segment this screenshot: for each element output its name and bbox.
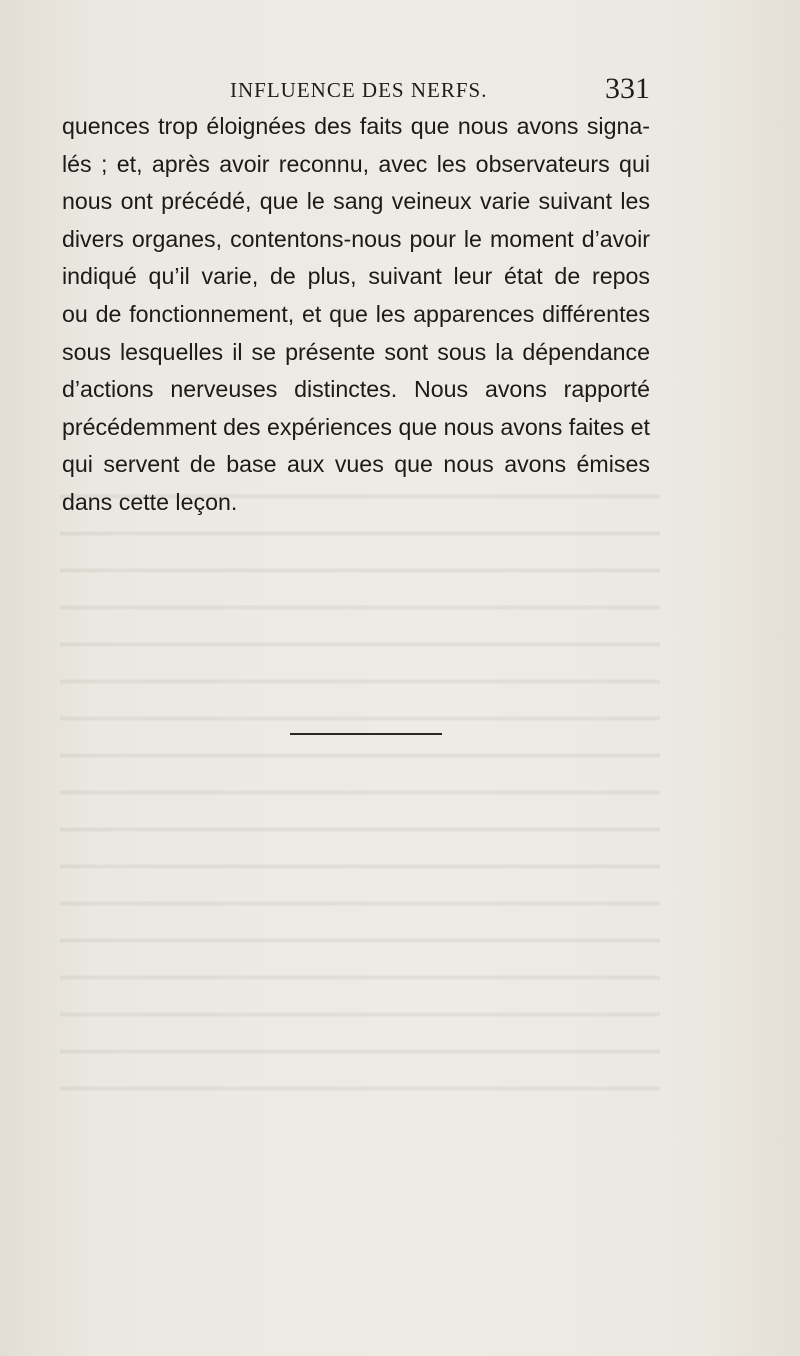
text-line: indiqué qu’il varie, de plus, suivant leur état de repos <box>62 263 650 290</box>
text-line: quences trop éloignées des faits que nous avons signa- <box>62 113 650 139</box>
bleed-through-texture <box>60 470 660 1110</box>
page-number: 331 <box>605 72 650 105</box>
body-paragraph <box>62 108 650 522</box>
text-line: d’actions nerveuses distinctes. Nous avons rapporté <box>62 376 650 403</box>
page-header <box>62 72 654 112</box>
text-line: lés ; et, après avoir reconnu, avec les observateurs qui <box>62 150 650 177</box>
running-title: INFLUENCE DES NERFS. <box>230 78 488 102</box>
text-line: dans cette leçon. <box>62 488 238 515</box>
text-line: divers organes, contentons-nous pour le moment d’avoir <box>62 225 650 252</box>
text-line: nous ont précédé, que le sang veineux varie suivant les <box>62 188 650 215</box>
text-line: précédemment des expériences que nous avons faites et <box>62 413 650 440</box>
text-line: ou de fonctionnement, et que les apparences différentes <box>62 300 650 327</box>
section-end-rule <box>290 733 442 735</box>
text-line: qui servent de base aux vues que nous avons émises <box>62 451 650 478</box>
text-line: sous lesquelles il se présente sont sous la dépendance <box>62 338 650 365</box>
